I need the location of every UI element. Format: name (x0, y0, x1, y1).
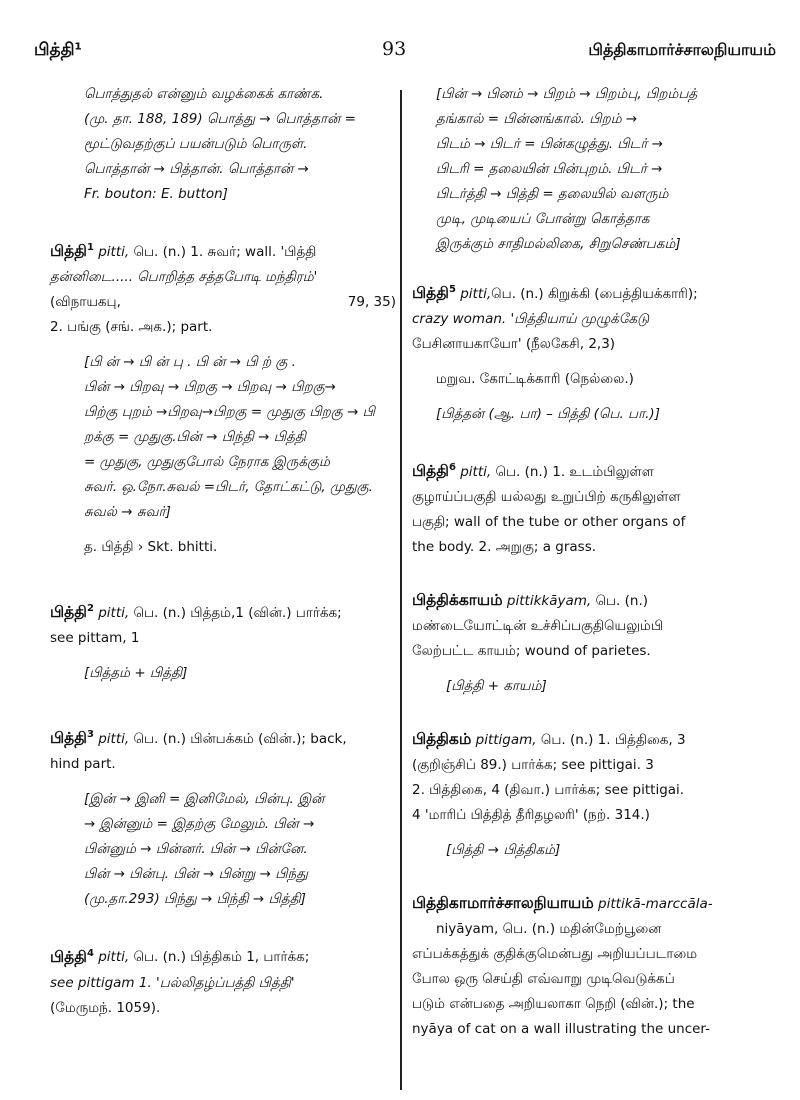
page-header (0, 0, 800, 62)
left-column (50, 82, 396, 1021)
header-guide-word-left: பித்தி¹ (34, 40, 82, 60)
entry-pittikamarccala-niyayam: பித்திகாமார்ச்சாலநியாயம் pittikā-marccāla- niyāyam, பெ. (n.) மதின்மேற்பூனை எப்பக்கத்துக் குதிக்குமென்பது அறியப்படாமை போல ஒரு செய்தி எவ்வாறு முடிவெடுக்கப் படும் என்பதை அறியலாகா நெறி (வின்.); the nyāya of cat on a wall illustrating the uncer- (412, 894, 713, 1038)
entry-pitti-5: பித்தி$^5$ pitti,பெ. (n.) கிறுக்கி (பைத்தியக்காரி); crazy woman. 'பித்தியாய் முழுக்கேடு பேசினாயகாயோ' (நீலகேசி, 2,3) மறுவ. கோட்டிக்காரி (நெல்லை.) [பித்தன் (ஆ. பா) – பித்தி (பெ. பா.)] (412, 284, 698, 423)
etymology: [இன் → இனி = இனிமேல், பின்பு. இன் → இன்னும் = இதற்கு மேலும். பின் → பின்னும் → பின்னர். பின் → பின்னே. பின் → பின்பு. பின் → பின்று → பிந்து (மு.தா.293) பிந்து → பிந்தி → பித்தி] (84, 791, 325, 908)
column-divider (400, 90, 402, 1090)
headword: பித்தி$^1$ (50, 242, 94, 261)
entry-pitti-2: பித்தி$^2$ pitti, பெ. (n.) பித்தம்,1 (வின்.) பார்க்க; see pittam, 1 [பித்தம் + பித்தி] (50, 603, 342, 682)
entry-pitti-3: பித்தி$^3$ pitti, பெ. (n.) பின்பக்கம் (வின்.); back, hind part. [இன் → இனி = இனிமேல், பின்பு. இன் → இன்னும் = இதற்கு மேலும். பின் → பின்னும் → பின்னர். பின் → பின்னே. பின் → பின்பு. பின் → பின்று → பிந்து (மு.தா.293) பிந்து → பிந்தி → பித்தி] (50, 722, 396, 912)
entry-pitti-1: பித்தி$^1$ pitti, பெ. (n.) 1. சுவர்; wall. 'பித்தி தன்னிடை..... பொறித்த சத்தபோடி மந்திரம்' (விநாயகபு, 79, 35) 2. பங்கு (சங். அக.); part. [பி ன் → பி ன் பு . பி ன் → பி ற் கு . பின் → பிறவு → பிறகு → பிறவு → பிறகு→ பிற்கு புறம் →பிறவு→பிறகு = முதுகு பிறகு → பி றக்கு = முதுகு.பின் → பிந்தி → பித்தி = முதுகு, முதுகுபோல் நேராக இருக்கும் சுவர். ஒ.நோ.சுவல் =பிடர், தோட்கட்டு, முதுகு. சுவல் → சுவர்] த. பித்தி › Skt. bhitti. (50, 242, 396, 556)
etymology-top: [பின் → பினம் → பிறம் → பிறம்பு, பிறம்பத் தங்கால் = பின்னங்கால். பிறம் → பிடம் → பிடர் = பின்கழுத்து. பிடர் → பிடரி = தலையின் பின்புறம். பிடர் → பிடர்த்தி → பித்தி = தலையில் வளரும் முடி, முடியைப் போன்று கொத்தாக இருக்கும் சாதிமல்லிகை, சிறுசெண்பகம்] (436, 86, 698, 252)
header-guide-word-right: பித்திகாமார்ச்சாலநியாயம் (588, 40, 776, 59)
right-column (412, 82, 768, 1042)
entry-pittigam: பித்திகம் pittigam, பெ. (n.) 1. பித்திகை, 3 (குறிஞ்சிப் 89.) பார்க்க; see pittigai. 3 2. பித்திகை, 4 (திவா.) பார்க்க; see pittigai. 4 'மாரிப் பித்தித் தீரிதழலரி' (நற். 314.) [பித்தி → பித்திகம்] (412, 730, 686, 859)
etymology: [பி ன் → பி ன் பு . பி ன் → பி ற் கு . பின் → பிறவு → பிறகு → பிறவு → பிறகு→ பிற்கு புறம் →பிறவு→பிறகு = முதுகு பிறகு → பி றக்கு = முதுகு.பின் → பிந்தி → பித்தி = முதுகு, முதுகுபோல் நேராக இருக்கும் சுவர். ஒ.நோ.சுவல் =பிடர், தோட்கட்டு, முதுகு. சுவல் → சுவர்] (84, 354, 375, 521)
continued-etymology: பொத்துதல் என்னும் வழக்கைக் காண்க. (மு. தா. 188, 189) பொத்து → பொத்தான் = மூட்டுவதற்குப் பயன்படும் பொருள். பொத்தான் → பித்தான். பொத்தான் → Fr. bouton: E. button] (84, 86, 356, 202)
page-number: 93 (382, 38, 407, 60)
entry-pitti-6: பித்தி$^6$ pitti, பெ. (n.) 1. உடம்பிலுள்ள குழாய்ப்பகுதி யல்லது உறுப்பிற் கருகிலுள்ள பகுதி; wall of the tube or other organs of the body. 2. அறுகு; a grass. (412, 462, 686, 556)
entry-pitti-4: பித்தி$^4$ pitti, பெ. (n.) பித்திகம் 1, பார்க்க; see pittigam 1. 'பல்லிதழ்ப்பத்தி பித்தி' (மேருமந். 1059). (50, 947, 310, 1016)
entry-pittikkayam: பித்திக்காயம் pittikkāyam, பெ. (n.) மண்டையோட்டின் உச்சிப்பகுதியெலும்பி லேற்பட்ட காயம்; wound of parietes. [பித்தி + காயம்] (412, 591, 664, 695)
